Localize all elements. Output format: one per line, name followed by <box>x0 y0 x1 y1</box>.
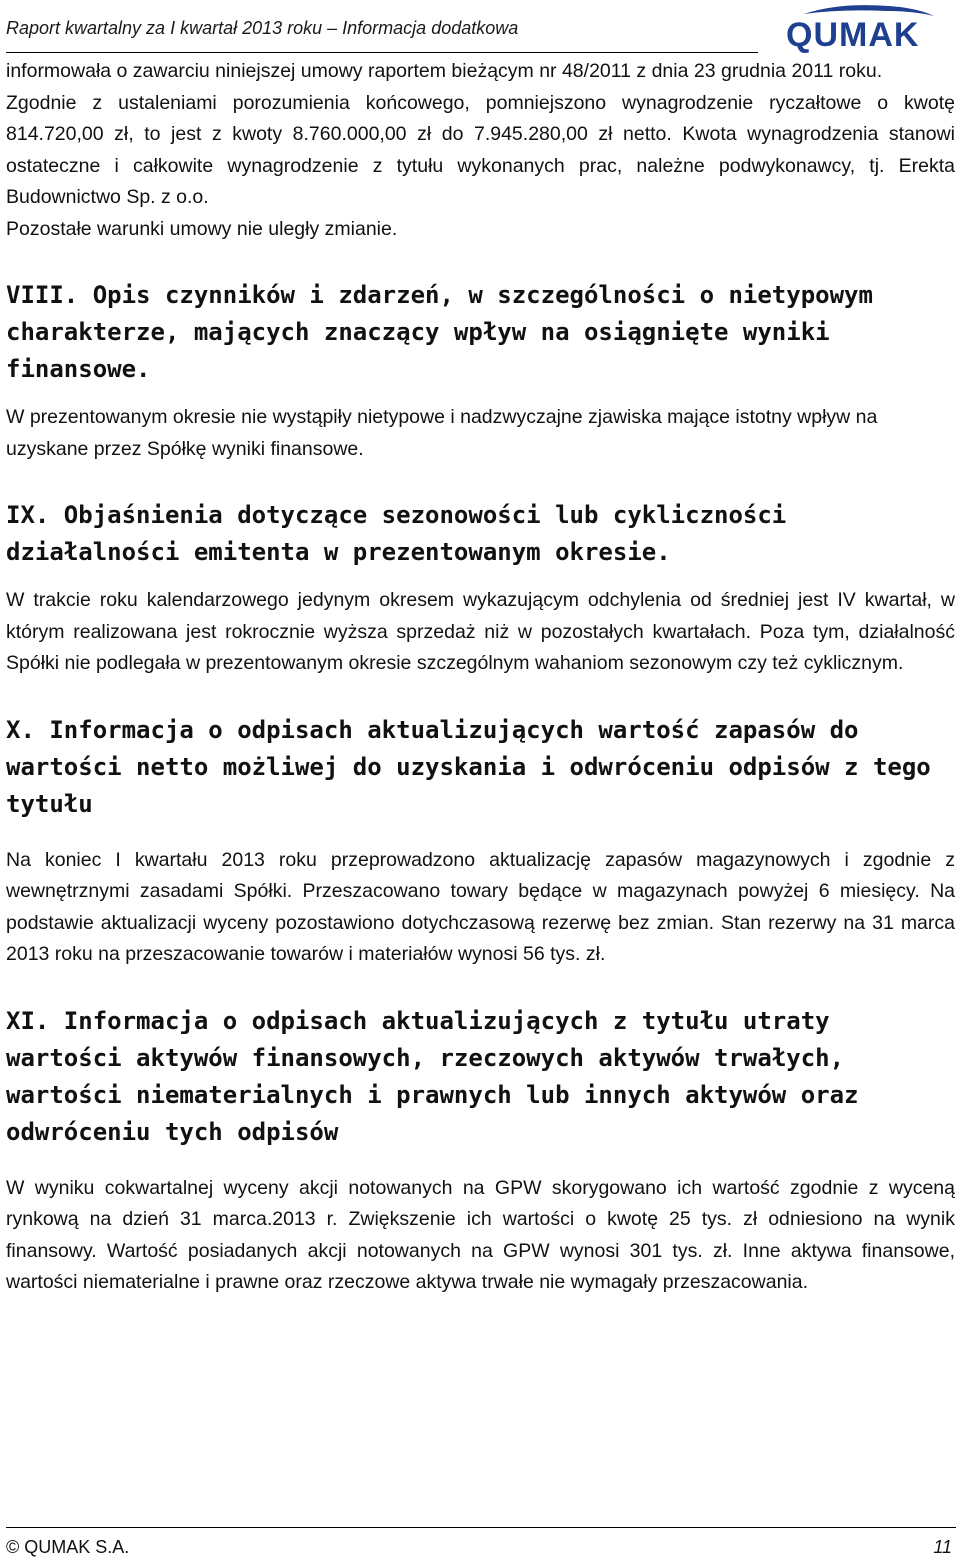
paragraph-section-viii: W prezentowanym okresie nie wystąpiły nietypowe i nadzwyczajne zjawiska mające istotny wpływ na uzyskane przez Spółkę wyniki finansowe. <box>6 406 878 460</box>
paragraph-section-x: Na koniec I kwartału 2013 roku przeprowadzono aktualizację zapasów magazynowych i zgodnie z wewnętrznymi zasadami Spółki. Przeszacowano towary będące w magazynach powyżej 6 miesięcy. Na podstawie aktualizacji wyceny pozostawiono dotychczasową rezerwę bez zmian. Stan rezerwy na 31 marca 2013 roku na przeszacowanie towarów i materiałów wynosi 56 tys. zł. <box>6 848 955 965</box>
paragraph-contract-report: informowała o zawarciu niniejszej umowy raportem bieżącym nr 48/2011 z dnia 23 grudnia 2011 roku. <box>6 60 883 82</box>
footer-company: © QUMAK S.A. <box>6 1537 130 1557</box>
paragraph-section-ix: W trakcie roku kalendarzowego jedynym okresem wykazującym odchylenia od średniej jest IV kwartał, w którym realizowana jest rokrocznie wyższa sprzedaż niż w pozostałych kwartałach. Poza tym, działalność Spółki nie podlegała w prezentowanym okresie szczególnym wahaniom sezonowym czy też cyklicznym. <box>6 589 955 674</box>
paragraph-settlement: Zgodnie z ustaleniami porozumienia końcowego, pomniejszono wynagrodzenie ryczałtowe o kwotę 814.720,00 zł, to jest z kwoty 8.760.000,00 zł do 7.945.280,00 zł netto. Kwota wynagrodzenia stanowi ostateczne i całkowite wynagrodzenie z tytułu wykonanych prac, należne podwykonawcy, tj. Erekta Budownictwo Sp. z o.o. <box>6 91 955 208</box>
section-heading-x: X. Informacja o odpisach aktualizujących wartość zapasów do wartości netto możliwej do uzyskania i odwróceniu odpisów z tego tytułu <box>6 715 931 818</box>
paragraph-remaining-terms: Pozostałe warunki umowy nie uległy zmianie. <box>6 217 398 240</box>
page-number: 11 <box>933 1537 952 1557</box>
running-header-title: Raport kwartalny za I kwartał 2013 roku – Informacja dodatkowa <box>6 18 519 38</box>
svg-text:QUMAK: QUMAK <box>786 16 920 53</box>
header-rule <box>6 52 758 53</box>
qumak-logo <box>782 3 944 53</box>
section-heading-ix: IX. Objaśnienia dotyczące sezonowości lub cykliczności działalności emitenta w prezentowanym okresie. <box>6 501 787 566</box>
section-heading-viii: VIII. Opis czynników i zdarzeń, w szczególności o nietypowym charakterze, mających znaczący wpływ na osiągnięte wyniki finansowe. <box>6 281 873 383</box>
section-heading-xi: XI. Informacja o odpisach aktualizujących z tytułu utraty wartości aktywów finansowych, rzeczowych aktywów trwałych, wartości niematerialnych i prawnych lub innych aktywów oraz odwróceniu tych odpisów <box>6 1006 859 1146</box>
footer-rule <box>6 1527 956 1528</box>
paragraph-section-xi: W wyniku cokwartalnej wyceny akcji notowanych na GPW skorygowano ich wartość zgodnie z wyceną rynkową na dzień 31 marca.2013 r. Zwiększenie ich wartości o kwotę 25 tys. zł odniesiono na wynik finansowy. Wartość posiadanych akcji notowanych na GPW wynosi 301 tys. zł. Inne aktywa finansowe, wartości niematerialne i prawne oraz rzeczowe aktywa trwałe nie wymagały przeszacowania. <box>6 1176 955 1293</box>
page-content <box>6 56 955 1299</box>
